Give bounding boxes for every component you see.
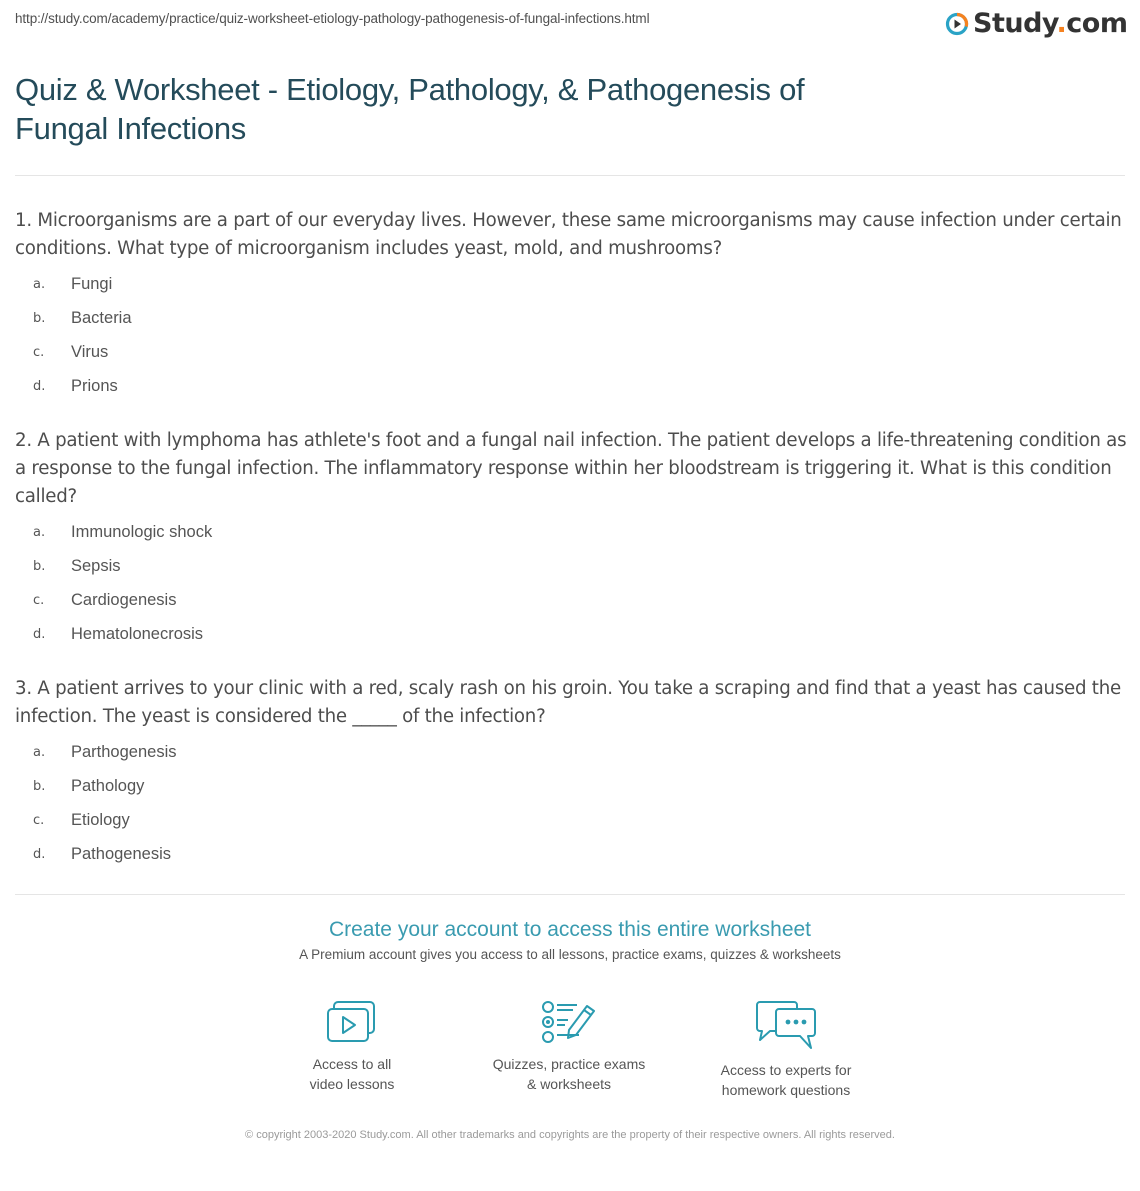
answer-text: Bacteria xyxy=(71,308,132,327)
answer-text: Fungi xyxy=(71,274,113,293)
feature-label: Access to all video lessons xyxy=(309,1056,395,1092)
feature-label: Quizzes, practice exams & worksheets xyxy=(492,1056,646,1092)
answer-list xyxy=(15,515,1127,651)
question-3 xyxy=(15,675,1127,871)
feature-label: Access to experts for homework questions xyxy=(720,1062,852,1098)
answer-letter: a. xyxy=(33,276,46,292)
answer-letter: c. xyxy=(33,592,45,608)
answer-letter: d. xyxy=(33,378,46,394)
answer-option[interactable] xyxy=(15,515,1127,549)
answer-letter: d. xyxy=(33,846,46,862)
question-text: 1. Microorganisms are a part of our everyday lives. However, these same microorganisms may cause infection under certain conditions. What type of microorganism includes yeast, mold, and mushrooms? xyxy=(15,210,1122,259)
copyright-notice: © copyright 2003-2020 Study.com. All other trademarks and copyrights are the property of their respective owners. All rights reserved. xyxy=(245,1129,895,1141)
play-circle-icon xyxy=(945,12,969,36)
divider-bottom xyxy=(15,894,1125,895)
answer-letter: b. xyxy=(33,310,46,326)
answer-text: Etiology xyxy=(71,810,130,829)
answer-option[interactable] xyxy=(15,769,1127,803)
question-text: 3. A patient arrives to your clinic with a red, scaly rash on his groin. You take a scraping and find that a yeast has caused the infection. The yeast is considered the _____ of the infection? xyxy=(15,678,1121,727)
divider-top xyxy=(15,175,1125,176)
feature-experts xyxy=(686,1000,886,1100)
answer-text: Pathogenesis xyxy=(71,844,171,863)
answer-text: Virus xyxy=(71,342,109,361)
answer-letter: c. xyxy=(33,812,45,828)
answer-option[interactable] xyxy=(15,267,1127,301)
answer-text: Cardiogenesis xyxy=(71,590,177,609)
feature-video-lessons xyxy=(252,1000,452,1094)
answer-option[interactable] xyxy=(15,335,1127,369)
answer-option[interactable] xyxy=(15,583,1127,617)
chat-bubbles-icon xyxy=(686,1000,886,1050)
answer-option[interactable] xyxy=(15,617,1127,651)
cta-subtitle: A Premium account gives you access to all lessons, practice exams, quizzes & worksheets xyxy=(299,947,841,962)
answer-text: Hematolonecrosis xyxy=(71,624,204,643)
answer-list xyxy=(15,735,1127,871)
answer-letter: a. xyxy=(33,744,46,760)
answer-letter: a. xyxy=(33,524,46,540)
answer-text: Sepsis xyxy=(71,556,121,575)
answer-text: Parthogenesis xyxy=(71,742,177,761)
create-account-link[interactable]: Create your account to access this entire worksheet xyxy=(328,918,812,941)
page-url: http://study.com/academy/practice/quiz-worksheet-etiology-pathology-pathogenesis-of-fungal-infections.html xyxy=(15,11,650,26)
question-1 xyxy=(15,207,1127,403)
answer-text: Immunologic shock xyxy=(71,522,213,541)
answer-letter: b. xyxy=(33,558,46,574)
answer-letter: c. xyxy=(33,344,45,360)
answer-option[interactable] xyxy=(15,803,1127,837)
answer-text: Pathology xyxy=(71,776,145,795)
quiz-checklist-icon xyxy=(469,1000,669,1044)
page-title: Quiz & Worksheet - Etiology, Pathology, & Pathogenesis of Fungal Infections xyxy=(15,72,805,146)
answer-list xyxy=(15,267,1127,403)
logo-text: Study.com xyxy=(973,8,1128,39)
answer-option[interactable] xyxy=(15,369,1127,403)
question-text: 2. A patient with lymphoma has athlete's foot and a fungal nail infection. The patient develops a life-threatening condition as a response to the fungal infection. The inflammatory response within her bloodstream is triggering it. What is this condition called? xyxy=(15,430,1127,507)
feature-quizzes xyxy=(469,1000,669,1094)
answer-option[interactable] xyxy=(15,301,1127,335)
answer-text: Prions xyxy=(71,376,118,395)
video-lessons-icon xyxy=(252,1000,452,1044)
answer-option[interactable] xyxy=(15,549,1127,583)
answer-option[interactable] xyxy=(15,735,1127,769)
question-2 xyxy=(15,427,1127,651)
answer-letter: b. xyxy=(33,778,46,794)
answer-letter: d. xyxy=(33,626,46,642)
answer-option[interactable] xyxy=(15,837,1127,871)
study-logo[interactable] xyxy=(945,8,1128,39)
